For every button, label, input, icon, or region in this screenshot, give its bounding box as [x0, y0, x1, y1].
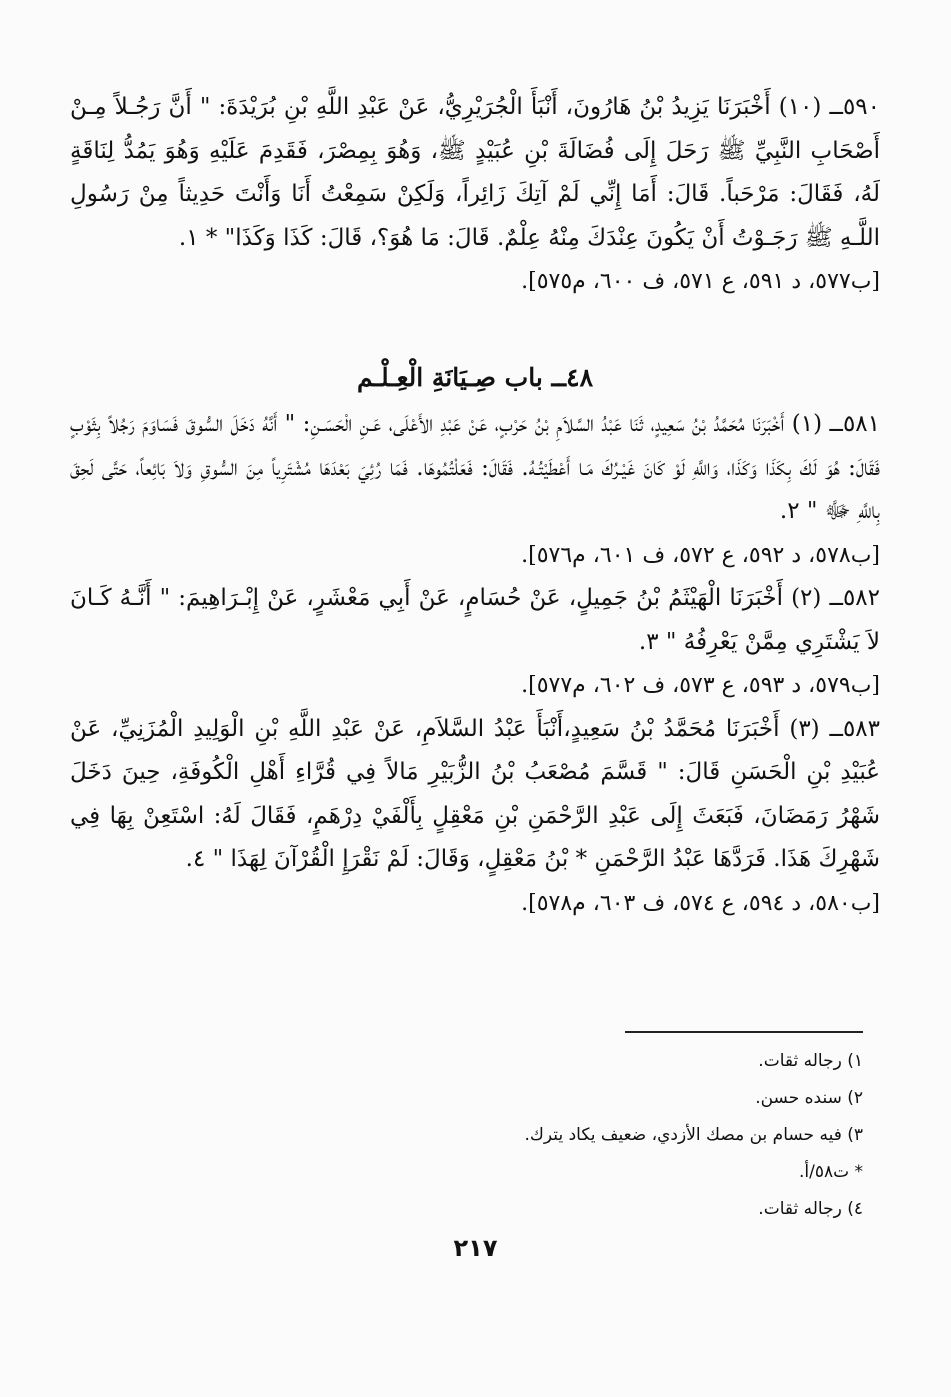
hadith-583-reference: [ب٥٨٠، د ٥٩٤، ع ٥٧٤، ف ٦٠٣، م٥٧٨]. — [521, 890, 880, 916]
footnote-2: ٢) سنده حسن. — [755, 1088, 863, 1108]
chapter-heading: ٤٨ــ باب صِـيَانَةِ الْعِـلْـم — [357, 362, 593, 392]
hadith-590-text: ٥٩٠ــ (١٠) أَخْبَرَنَا يَزِيدُ بْنُ هَارُونَ، أَنْبَأَ الْجُرَيْرِيُّ، عَنْ عَبْدِ اللَّهِ بْنِ بُرَيْدَةَ: " أَنَّ رَجُـلاً مِـنْ أَصْحَابِ النَّبِيِّ ﷺ رَحَلَ إِلَى فُضَالَةَ بْنِ عُبَيْدٍ ﷺ، وَهُوَ بِمِصْرَ، فَقَدِمَ عَلَيْهِ وَهُوَ يَمُدُّ لِنَاقَةٍ لَهُ، فَقَالَ: مَرْحَباً. قَالَ: أَمَا إِنِّي لَمْ آتِكَ زَائِراً، وَلَكِنْ سَمِعْتُ أَنَا وَأَنْتَ حَدِيثاً مِنْ رَسُولِ اللَّـهِ ﷺ رَجَـوْتُ أَنْ يَكُونَ عِنْدَكَ مِنْهُ عِلْمٌ. قَالَ: مَا هُوَ؟، قَالَ: كَذَا وَكَذَا" * ١. — [70, 94, 880, 251]
hadith-590-reference: [ب٥٧٧، د ٥٩١، ع ٥٧١، ف ٦٠٠، م٥٧٥]. — [521, 269, 880, 294]
footnote-divider — [625, 1031, 863, 1033]
hadith-582-text: ٥٨٢ــ (٢) أَخْبَرَنَا الْهَيْثَمُ بْنُ جَمِيلٍ، عَنْ حُسَامٍ، عَنْ أَبِي مَعْشَرٍ، عَنْ إِبْـرَاهِيمَ: " أَنَّـهُ كَـانَ لاَ يَشْتَرِي مِمَّنْ يَعْرِفُهُ " ٣. — [70, 585, 881, 655]
footnote-1: ١) رجاله ثقات. — [758, 1051, 863, 1071]
main-text — [70, 86, 880, 925]
footnotes — [433, 1031, 863, 1228]
hadith-583-text: ٥٨٣ــ (٣) أَخْبَرَنَا مُحَمَّدُ بْنُ سَعِيدٍ،أَنْبَأَ عَبْدُ السَّلاَمِ، عَنْ عَبْدِ اللَّهِ بْنِ الْوَلِيدِ الْمُزَنِيِّ، عَنْ عُبَيْدِ بْنِ الْحَسَنِ قَالَ: " قَسَّمَ مُصْعَبُ بْنُ الزُّبَيْرِ مَالاً فِي قُرَّاءِ أَهْلِ الْكُوفَةِ، حِينَ دَخَلَ شَهْرُ رَمَضَانَ، فَبَعَثَ إِلَى عَبْدِ الرَّحْمَنِ بْنِ مَعْقِلٍ بِأَلْفَيْ دِرْهَمٍ، فَقَالَ لَهُ: اسْتَعِنْ بِهَا فِي شَهْرِكَ هَذَا. فَرَدَّهَا عَبْدُ الرَّحْمَنِ * بْنُ مَعْقِلٍ، وَقَالَ: لَمْ نَقْرَإِ الْقُرْآنَ لِهَذَا " ٤. — [70, 715, 880, 872]
hadith-581-text: ٥٨١ــ (١) أَخْبَرَنَا مُحَمَّدُ بْنُ سَعِيدٍ، ثَنَا عَبْدُ السَّلاَمِ بْنُ حَرْبٍ، عَنْ عَبْدِ الأَعْلَى، عَـنِ الْحَسَـنِ: " أَنَّهُ دَخَلَ السُّوقَ فَسَاوَمَ رَجُلاً بِثَوْبٍ فَقَالَ: هُوَ لَكَ بِكَذَا وَكَذَا، وَاللَّهِ لَوْ كَانَ غَيْـرُكَ مَـا أَعْطَيْتُـهُ. فَقَالَ: فَعَلْتُمُوهَا. فَمَا رُئِيَ بَعْدَهَا مُشْتَرِياً مِنَ السُّوقِ وَلاَ بَائِعاً، حَتَّى لَحِقَ بِاللَّهِ ﷻ " ٢. — [70, 411, 880, 524]
page-number: ٢١٧ — [453, 1234, 498, 1262]
footnote-manuscript-marker: * ت٥٨/أ. — [798, 1162, 863, 1182]
footnote-3: ٣) فيه حسام بن مصك الأزدي، ضعيف يكاد يترك. — [524, 1125, 863, 1145]
hadith-581-reference: [ب٥٧٨، د ٥٩٢، ع ٥٧٢، ف ٦٠١، م٥٧٦]. — [521, 542, 880, 568]
hadith-582-reference: [ب٥٧٩، د ٥٩٣، ع ٥٧٣، ف ٦٠٢، م٥٧٧]. — [521, 673, 880, 698]
footnote-4: ٤) رجاله ثقات. — [758, 1199, 863, 1219]
